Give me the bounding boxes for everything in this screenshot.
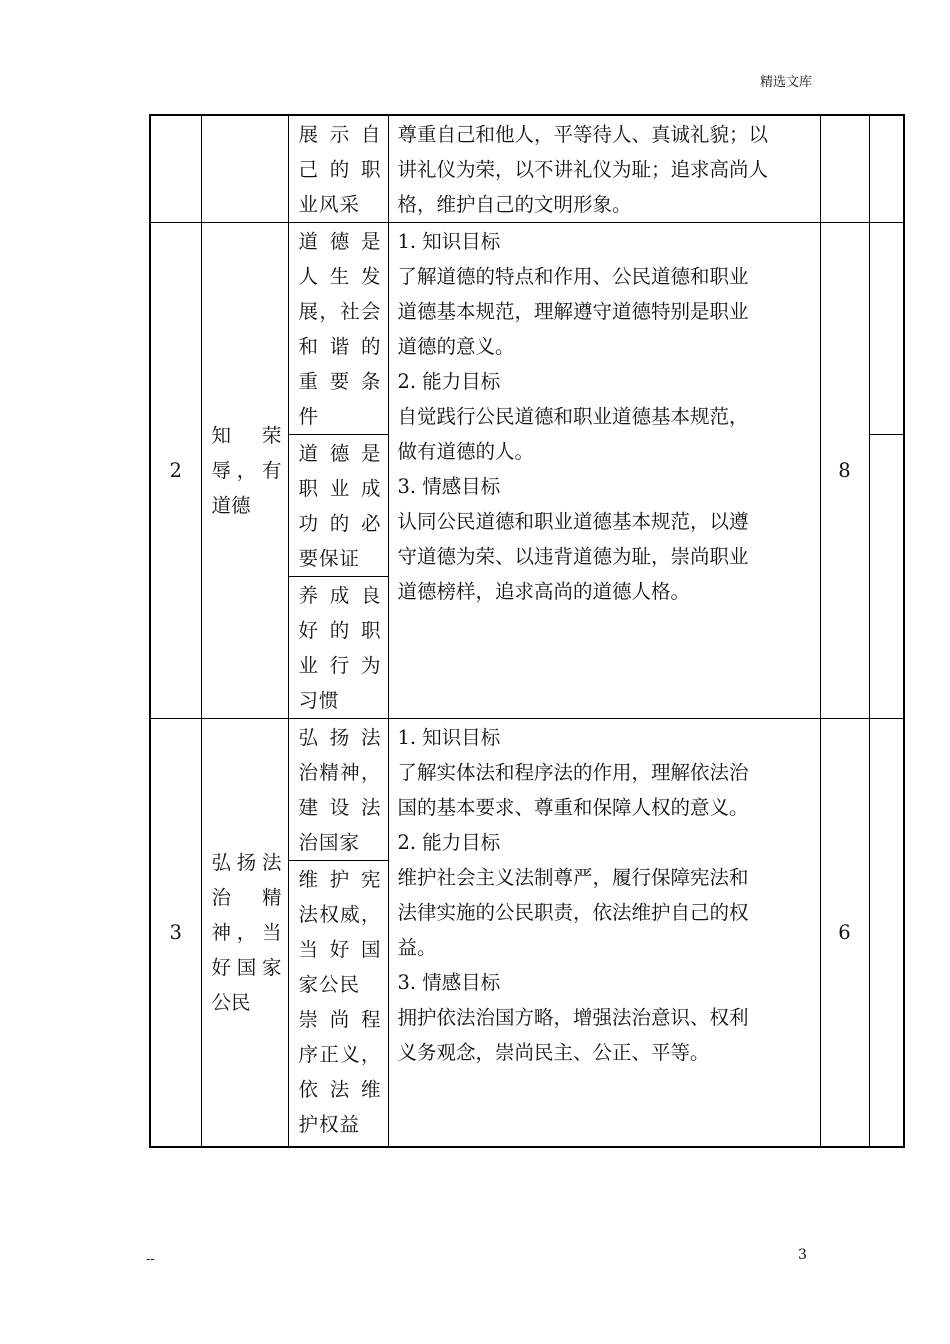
goal-line: 道德榜样，追求高尚的道德人格。 — [397, 580, 691, 603]
blank-cell — [869, 719, 904, 1147]
unit-line: 道德 — [211, 494, 251, 517]
subtopic-line: 养成良 — [298, 584, 382, 607]
blank-cell — [869, 115, 904, 223]
goal-line: 拥护依法治国方略，增强法治意识、权利 — [397, 1006, 749, 1029]
unit-line: 弘扬法 — [211, 850, 282, 874]
subtopic-line: 功的必 — [298, 512, 382, 535]
footer-marker: -- — [146, 1252, 155, 1267]
unit-line: 知 荣 — [211, 424, 282, 447]
curriculum-table — [149, 114, 905, 1148]
subtopic-line: 建设法 — [298, 796, 382, 819]
goal-line: 3. 情感目标 — [397, 475, 501, 498]
subtopic-line: 件 — [298, 405, 320, 428]
subtopic-line: 业风采 — [298, 193, 361, 216]
subtopic-line: 法权威， — [298, 903, 382, 926]
goal-line: 道德的意义。 — [397, 335, 515, 358]
unit-title — [201, 115, 288, 223]
unit-line: 神，当 — [211, 920, 282, 944]
row-number: 3 — [150, 719, 201, 1147]
subtopic-line: 习惯 — [298, 689, 340, 712]
subtopic-line: 好的职 — [298, 619, 382, 642]
goal-line: 国的基本要求、尊重和保障人权的意义。 — [397, 796, 749, 819]
goal-line: 了解实体法和程序法的作用，理解依法治 — [397, 761, 749, 784]
subtopic-cell — [288, 577, 388, 719]
subtopic-line: 依法维 — [298, 1078, 382, 1101]
subtopic-line: 治国家 — [298, 831, 361, 854]
goal-line: 2. 能力目标 — [397, 831, 501, 854]
blank-cell — [869, 223, 904, 435]
unit-title — [201, 223, 288, 719]
subtopic-line: 家公民 — [298, 973, 361, 996]
table-row — [150, 115, 904, 223]
unit-line: 辱，有 — [211, 459, 282, 482]
hours-cell — [820, 115, 869, 223]
subtopic-line: 职业成 — [298, 477, 382, 500]
subtopic-cell — [288, 861, 388, 1147]
goal-line: 2. 能力目标 — [397, 370, 501, 393]
subtopic-line: 护权益 — [298, 1113, 361, 1136]
subtopic-line: 要保证 — [298, 547, 361, 570]
unit-title — [201, 719, 288, 1147]
subtopic-line: 治精神， — [298, 761, 382, 784]
subtopic-line: 序正义， — [298, 1043, 382, 1066]
row-number: 2 — [150, 223, 201, 719]
hours-cell: 6 — [820, 719, 869, 1147]
subtopic-line: 业行为 — [298, 654, 382, 677]
subtopic-line: 重要条 — [298, 370, 382, 393]
goal-line: 讲礼仪为荣，以不讲礼仪为耻；追求高尚人 — [397, 158, 769, 181]
blank-cell — [869, 435, 904, 719]
unit-line: 治 精 — [211, 885, 282, 909]
subtopic-line: 和谐的 — [298, 335, 382, 358]
page-number: 3 — [798, 1247, 807, 1263]
unit-line: 公民 — [211, 990, 251, 1014]
subtopic-line: 展，社会 — [298, 300, 382, 323]
goal-line: 3. 情感目标 — [397, 971, 501, 994]
goal-line: 维护社会主义法制尊严，履行保障宪法和 — [397, 866, 749, 889]
goal-cell — [388, 223, 820, 719]
table-row — [150, 719, 904, 861]
hours-cell: 8 — [820, 223, 869, 719]
goal-line: 益。 — [397, 936, 437, 959]
subtopic-cell — [288, 115, 388, 223]
subtopic-cell — [288, 719, 388, 861]
subtopic-line: 维护宪 — [298, 868, 382, 891]
subtopic-cell — [288, 435, 388, 577]
goal-line: 认同公民道德和职业道德基本规范，以遵 — [397, 510, 749, 533]
subtopic-line: 当好国 — [298, 938, 382, 961]
goal-line: 尊重自己和他人，平等待人、真诚礼貌；以 — [397, 123, 769, 146]
subtopic-line: 道德是 — [298, 230, 382, 253]
goal-line: 守道德为荣、以违背道德为耻，崇尚职业 — [397, 545, 749, 568]
subtopic-line: 己的职 — [298, 158, 382, 181]
subtopic-line: 展示自 — [298, 123, 382, 146]
subtopic-line: 人生发 — [298, 265, 382, 288]
table-row — [150, 223, 904, 435]
subtopic-cell — [288, 223, 388, 435]
goal-line: 法律实施的公民职责，依法维护自己的权 — [397, 901, 749, 924]
unit-line: 好国家 — [211, 955, 282, 979]
goal-line: 格，维护自己的文明形象。 — [397, 193, 632, 216]
goal-line: 义务观念，崇尚民主、公正、平等。 — [397, 1041, 710, 1064]
goal-line: 做有道德的人。 — [397, 440, 535, 463]
goal-cell — [388, 719, 820, 1147]
goal-line: 道德基本规范，理解遵守道德特别是职业 — [397, 300, 749, 323]
goal-line: 1. 知识目标 — [397, 230, 501, 253]
row-number — [150, 115, 201, 223]
goal-cell — [388, 115, 820, 223]
goal-line: 1. 知识目标 — [397, 726, 501, 749]
subtopic-line: 弘扬法 — [298, 726, 382, 749]
subtopic-line: 崇尚程 — [298, 1008, 382, 1031]
goal-line: 了解道德的特点和作用、公民道德和职业 — [397, 265, 749, 288]
goal-line: 自觉践行公民道德和职业道德基本规范， — [397, 405, 749, 428]
subtopic-line: 道德是 — [298, 442, 382, 465]
header-label: 精选文库 — [760, 75, 813, 90]
